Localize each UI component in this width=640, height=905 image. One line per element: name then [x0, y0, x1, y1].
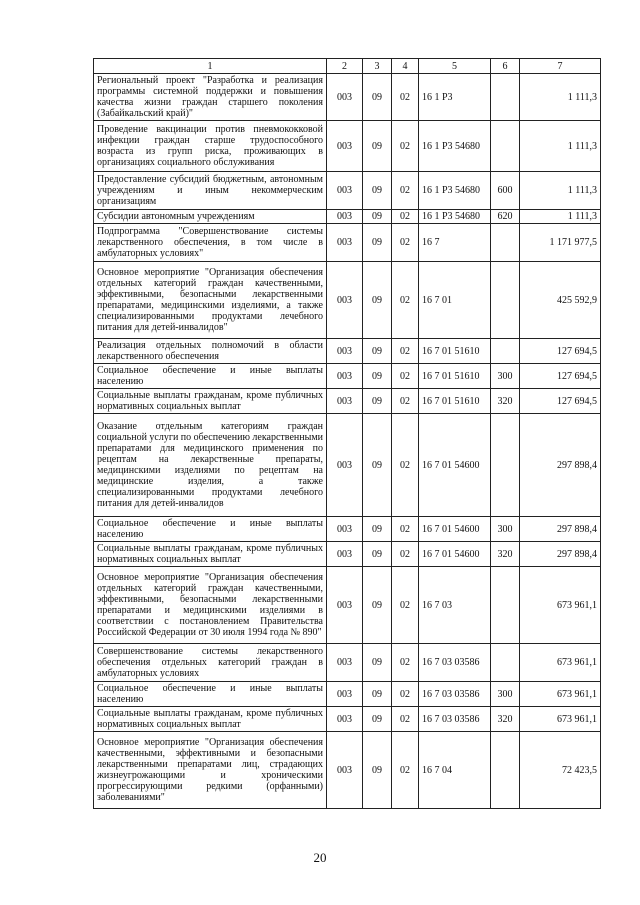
cell-amount: 1 171 977,5 [520, 224, 601, 262]
cell-target-article: 16 1 P3 [419, 74, 491, 121]
cell-subsection: 02 [392, 364, 419, 389]
cell-amount: 673 961,1 [520, 707, 601, 732]
cell-expense-type: 320 [491, 542, 520, 567]
table-row [94, 542, 601, 567]
table-row [94, 364, 601, 389]
cell-subsection: 02 [392, 121, 419, 172]
cell-grbs: 003 [327, 707, 363, 732]
cell-target-article: 16 1 P3 54680 [419, 172, 491, 210]
cell-subsection: 02 [392, 707, 419, 732]
cell-amount: 1 111,3 [520, 74, 601, 121]
cell-name: Социальное обеспечение и иные выплаты населению [94, 364, 327, 389]
cell-name: Социальные выплаты гражданам, кроме публичных нормативных социальных выплат [94, 707, 327, 732]
cell-grbs: 003 [327, 224, 363, 262]
cell-target-article: 16 7 03 03586 [419, 682, 491, 707]
cell-subsection: 02 [392, 682, 419, 707]
cell-expense-type: 320 [491, 707, 520, 732]
cell-section: 09 [363, 224, 392, 262]
cell-name: Оказание отдельным категориям граждан социальной услуги по обеспечению лекарственными препаратами для медицинского применения по рецептам на лекарственные препараты, медицинскими изделиями по рецептам на медицинские изделия, а также специализированными продуктами лечебного питания для детей-инвалидов [94, 414, 327, 517]
table-row [94, 707, 601, 732]
cell-grbs: 003 [327, 262, 363, 339]
cell-grbs: 003 [327, 682, 363, 707]
cell-subsection: 02 [392, 644, 419, 682]
cell-name: Социальное обеспечение и иные выплаты населению [94, 517, 327, 542]
table-row [94, 74, 601, 121]
cell-amount: 673 961,1 [520, 644, 601, 682]
header-col-4: 4 [392, 59, 419, 74]
cell-section: 09 [363, 644, 392, 682]
cell-expense-type: 300 [491, 364, 520, 389]
cell-name: Реализация отдельных полномочий в области лекарственного обеспечения [94, 339, 327, 364]
cell-subsection: 02 [392, 542, 419, 567]
cell-subsection: 02 [392, 414, 419, 517]
cell-amount: 297 898,4 [520, 414, 601, 517]
cell-subsection: 02 [392, 224, 419, 262]
cell-amount: 425 592,9 [520, 262, 601, 339]
cell-expense-type [491, 644, 520, 682]
cell-section: 09 [363, 517, 392, 542]
cell-expense-type [491, 414, 520, 517]
header-col-1: 1 [94, 59, 327, 74]
cell-grbs: 003 [327, 542, 363, 567]
budget-table [93, 58, 601, 809]
cell-subsection: 02 [392, 732, 419, 809]
cell-target-article: 16 7 [419, 224, 491, 262]
cell-target-article: 16 7 01 51610 [419, 339, 491, 364]
cell-grbs: 003 [327, 172, 363, 210]
cell-grbs: 003 [327, 644, 363, 682]
cell-name: Субсидии автономным учреждениям [94, 210, 327, 224]
table-row [94, 121, 601, 172]
table-row [94, 172, 601, 210]
table-header-row [94, 59, 601, 74]
cell-grbs: 003 [327, 517, 363, 542]
cell-subsection: 02 [392, 262, 419, 339]
cell-expense-type [491, 339, 520, 364]
table-row [94, 732, 601, 809]
cell-name: Социальные выплаты гражданам, кроме публичных нормативных социальных выплат [94, 389, 327, 414]
cell-name: Социальные выплаты гражданам, кроме публичных нормативных социальных выплат [94, 542, 327, 567]
cell-expense-type: 300 [491, 517, 520, 542]
cell-expense-type: 600 [491, 172, 520, 210]
cell-name: Социальное обеспечение и иные выплаты населению [94, 682, 327, 707]
cell-amount: 1 111,3 [520, 210, 601, 224]
cell-amount: 72 423,5 [520, 732, 601, 809]
table-row [94, 644, 601, 682]
cell-section: 09 [363, 732, 392, 809]
cell-grbs: 003 [327, 121, 363, 172]
cell-section: 09 [363, 389, 392, 414]
cell-expense-type: 300 [491, 682, 520, 707]
cell-target-article: 16 7 01 51610 [419, 389, 491, 414]
cell-grbs: 003 [327, 210, 363, 224]
cell-section: 09 [363, 210, 392, 224]
cell-target-article: 16 7 03 03586 [419, 707, 491, 732]
cell-name: Основное мероприятие "Организация обеспечения качественными, эффективными и безопасными лекарственными препаратами лиц, страдающих жизнеугрожающими и хроническими прогрессирующими редкими (орфанными) заболеваниями" [94, 732, 327, 809]
table-row [94, 517, 601, 542]
cell-section: 09 [363, 74, 392, 121]
cell-amount: 673 961,1 [520, 567, 601, 644]
table-row [94, 262, 601, 339]
cell-section: 09 [363, 339, 392, 364]
cell-name: Региональный проект "Разработка и реализация программы системной поддержки и повышения качества жизни граждан старшего поколения (Забайкальский край)" [94, 74, 327, 121]
cell-section: 09 [363, 172, 392, 210]
header-col-7: 7 [520, 59, 601, 74]
cell-name: Предоставление субсидий бюджетным, автономным учреждениям и иным некоммерческим организациям [94, 172, 327, 210]
cell-grbs: 003 [327, 74, 363, 121]
cell-section: 09 [363, 567, 392, 644]
cell-target-article: 16 7 01 54600 [419, 542, 491, 567]
cell-section: 09 [363, 707, 392, 732]
cell-amount: 673 961,1 [520, 682, 601, 707]
table-body [94, 74, 601, 809]
cell-target-article: 16 7 03 [419, 567, 491, 644]
cell-name: Проведение вакцинации против пневмококковой инфекции граждан старше трудоспособного возраста из групп риска, проживающих в организациях социального обслуживания [94, 121, 327, 172]
cell-amount: 297 898,4 [520, 517, 601, 542]
cell-name: Основное мероприятие "Организация обеспечения отдельных категорий граждан качественными, эффективными, безопасными лекарственными препаратами, медицинскими изделиями, а также специализированными продуктами лечебного питания для детей-инвалидов" [94, 262, 327, 339]
header-col-3: 3 [363, 59, 392, 74]
cell-grbs: 003 [327, 389, 363, 414]
cell-expense-type [491, 224, 520, 262]
cell-name: Основное мероприятие "Организация обеспечения отдельных категорий граждан качественными, эффективными, безопасными лекарственными препаратами и медицинскими изделиями в соответствии с постановлением Правительства Российской Федерации от 30 июля 1994 года № 890" [94, 567, 327, 644]
cell-target-article: 16 7 04 [419, 732, 491, 809]
table-row [94, 339, 601, 364]
cell-amount: 1 111,3 [520, 172, 601, 210]
table-row [94, 224, 601, 262]
cell-section: 09 [363, 121, 392, 172]
cell-expense-type [491, 74, 520, 121]
cell-amount: 297 898,4 [520, 542, 601, 567]
cell-amount: 127 694,5 [520, 339, 601, 364]
cell-subsection: 02 [392, 74, 419, 121]
header-col-2: 2 [327, 59, 363, 74]
cell-section: 09 [363, 364, 392, 389]
cell-amount: 127 694,5 [520, 364, 601, 389]
cell-section: 09 [363, 262, 392, 339]
cell-expense-type [491, 262, 520, 339]
cell-expense-type: 320 [491, 389, 520, 414]
cell-target-article: 16 1 P3 54680 [419, 121, 491, 172]
cell-target-article: 16 7 01 54600 [419, 414, 491, 517]
cell-name: Совершенствование системы лекарственного обеспечения отдельных категорий граждан в амбулаторных условиях [94, 644, 327, 682]
table-row [94, 567, 601, 644]
table-row [94, 682, 601, 707]
table-row [94, 210, 601, 224]
cell-target-article: 16 7 01 51610 [419, 364, 491, 389]
cell-subsection: 02 [392, 567, 419, 644]
cell-expense-type [491, 732, 520, 809]
cell-target-article: 16 7 03 03586 [419, 644, 491, 682]
table-row [94, 389, 601, 414]
cell-subsection: 02 [392, 210, 419, 224]
page-number: 20 [313, 850, 327, 865]
header-col-6: 6 [491, 59, 520, 74]
cell-section: 09 [363, 682, 392, 707]
table-row [94, 414, 601, 517]
cell-section: 09 [363, 542, 392, 567]
cell-grbs: 003 [327, 414, 363, 517]
cell-grbs: 003 [327, 567, 363, 644]
cell-subsection: 02 [392, 172, 419, 210]
cell-target-article: 16 1 P3 54680 [419, 210, 491, 224]
cell-expense-type [491, 121, 520, 172]
cell-grbs: 003 [327, 339, 363, 364]
cell-subsection: 02 [392, 517, 419, 542]
cell-expense-type [491, 567, 520, 644]
cell-expense-type: 620 [491, 210, 520, 224]
cell-subsection: 02 [392, 339, 419, 364]
cell-subsection: 02 [392, 389, 419, 414]
cell-grbs: 003 [327, 364, 363, 389]
cell-target-article: 16 7 01 54600 [419, 517, 491, 542]
cell-section: 09 [363, 414, 392, 517]
cell-amount: 1 111,3 [520, 121, 601, 172]
header-col-5: 5 [419, 59, 491, 74]
cell-name: Подпрограмма "Совершенствование системы лекарственного обеспечения, в том числе в амбулаторных условиях" [94, 224, 327, 262]
cell-target-article: 16 7 01 [419, 262, 491, 339]
cell-grbs: 003 [327, 732, 363, 809]
cell-amount: 127 694,5 [520, 389, 601, 414]
